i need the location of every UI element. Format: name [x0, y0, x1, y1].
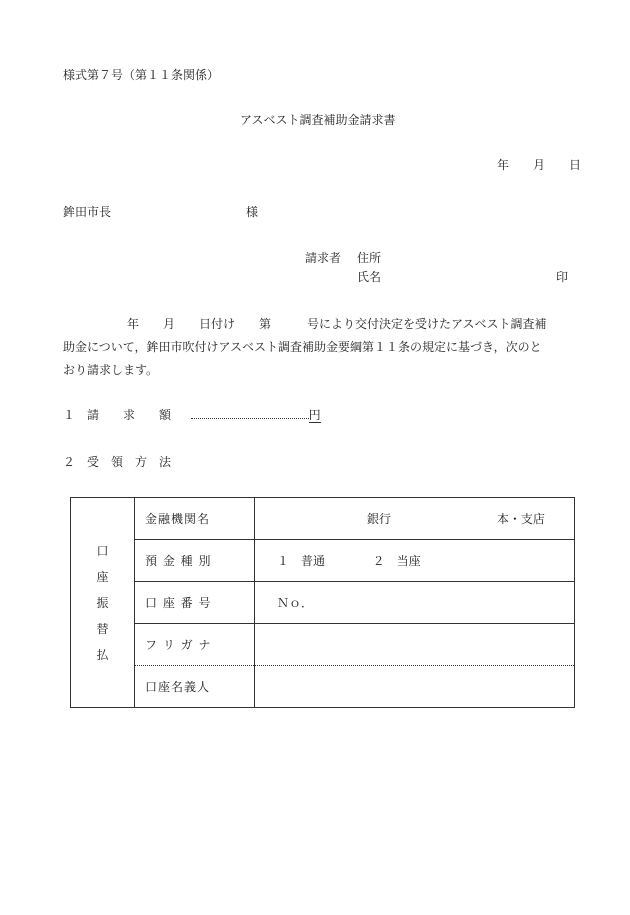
item-receipt-method: ２ 受 領 方 法: [63, 455, 172, 469]
table-head-cell: [71, 498, 135, 708]
row-label-bank-name: 金融機関名: [135, 498, 255, 540]
head-char: 口: [96, 543, 109, 558]
row-value-account-holder[interactable]: [255, 666, 575, 708]
date-line: 年 月 日: [497, 158, 582, 172]
vertical-heading: [96, 544, 108, 662]
row-value-bank-name[interactable]: [255, 498, 575, 540]
addressee-honorific: 様: [246, 205, 259, 219]
bank-transfer-table: [70, 497, 575, 708]
head-char: 振: [96, 595, 109, 610]
form-number: 様式第７号（第１１条関係）: [63, 68, 220, 82]
head-char: 払: [96, 647, 109, 662]
branch-suffix: 本・支店: [496, 512, 545, 526]
head-char: 替: [96, 621, 109, 636]
amount-field[interactable]: [191, 406, 309, 419]
body-line-1: 年 月 日付け 第 号により交付決定を受けたアスベスト調査補: [127, 317, 547, 331]
row-value-furigana[interactable]: [255, 624, 575, 666]
requester-address-label: 住所: [357, 251, 382, 265]
item-amount: [63, 406, 321, 423]
body-line-2: 助金について，鉾田市吹付けアスベスト調査補助金要綱第１１条の規定に基づき，次のと: [63, 340, 542, 354]
item-amount-label: １ 請 求 額: [63, 408, 172, 422]
row-label-account-type: 預 金 種 別: [135, 540, 255, 582]
account-number-prefix: Ｎｏ．: [277, 596, 314, 610]
requester-name-label: 氏名: [357, 270, 382, 284]
row-label-furigana: フ リ ガ ナ: [135, 624, 255, 666]
bank-suffix: 銀行: [367, 512, 392, 526]
option-current[interactable]: ２ 当座: [372, 554, 421, 568]
row-label-account-number: 口 座 番 号: [135, 582, 255, 624]
requester-label: 請求者: [305, 251, 342, 265]
amount-unit: 円: [308, 408, 321, 422]
document-title: アスベスト調査補助金請求書: [240, 113, 396, 127]
head-char: 座: [96, 569, 109, 584]
row-value-account-number[interactable]: [255, 582, 575, 624]
body-line-3: おり請求します。: [63, 363, 159, 377]
option-ordinary[interactable]: １ 普通: [277, 554, 326, 568]
seal-mark: 印: [556, 270, 569, 284]
row-value-account-type[interactable]: [255, 540, 575, 582]
row-label-account-holder: 口座名義人: [135, 666, 255, 708]
addressee-mayor: 鉾田市長: [63, 205, 112, 219]
